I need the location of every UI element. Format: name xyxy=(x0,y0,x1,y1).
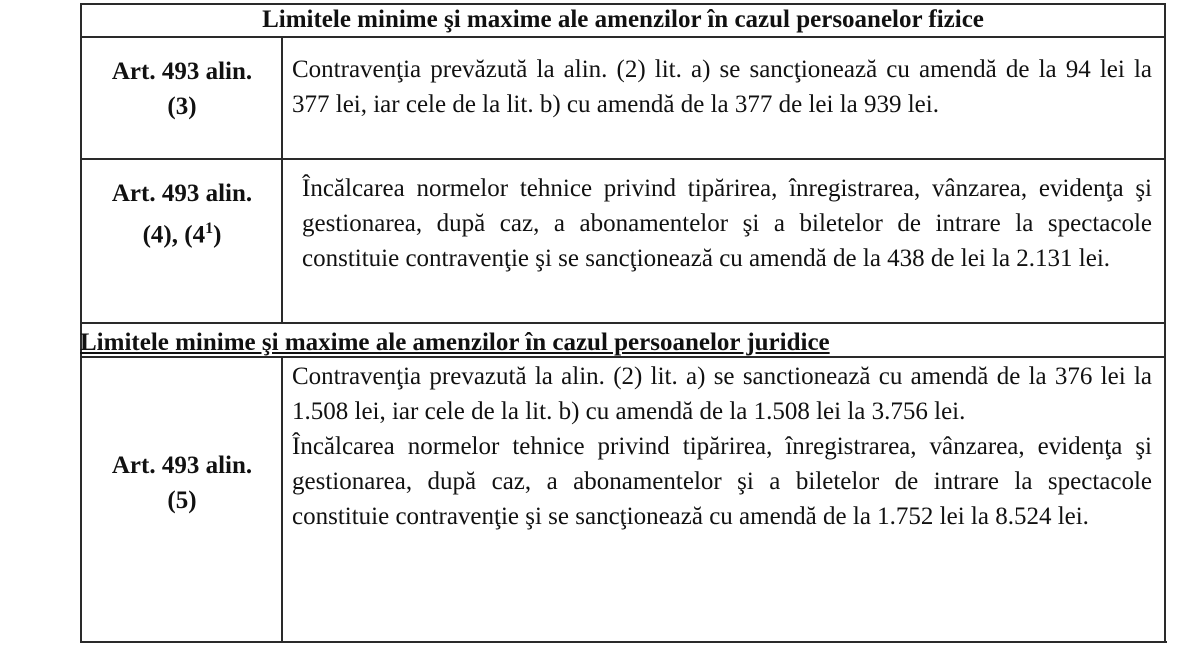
fine-description-cell xyxy=(292,359,1152,534)
article-label-line1: Art. 493 alin. xyxy=(111,58,253,85)
table-border-line xyxy=(80,36,1165,38)
table-border-line xyxy=(281,356,283,643)
table-border-line xyxy=(80,322,1165,324)
article-label-cell xyxy=(84,54,280,124)
table-border-line xyxy=(281,36,283,322)
article-label-cell xyxy=(84,176,280,252)
fine-description-paragraph: Contravenţia prevăzută la alin. (2) lit. a) se sancţionează cu amendă de la 94 lei la 377 lei, iar cele de la lit. b) cu amendă de la 377 de lei la 939 lei. xyxy=(292,56,1152,118)
table-border-line xyxy=(80,3,82,643)
article-label-line1: Art. 493 alin. xyxy=(111,452,253,479)
fine-description-cell xyxy=(292,52,1152,122)
fine-description-paragraph: Încălcarea normelor tehnice privind tipărirea, înregistrarea, vânzarea, evidenţa şi gestionarea, după caz, a abonamentelor şi a biletelor de intrare la spectacole constituie contravenţie şi se sancţionează cu amendă de la 438 de lei la 2.131 lei. xyxy=(302,175,1152,272)
article-label-line2: (5) xyxy=(167,487,197,514)
table-border-line xyxy=(80,641,1167,643)
table-border-line xyxy=(1164,3,1166,643)
section-header-natural-persons xyxy=(82,5,1164,35)
section-header-legal-persons xyxy=(80,328,830,358)
fine-description-paragraph: Încălcarea normelor tehnice privind tipărirea, înregistrarea, vânzarea, evidenţa şi gestionarea, după caz, a abonamentelor şi a biletelor de intrare la spectacole constituie contravenţie şi se sancţionează cu amendă de la 1.752 lei la 8.524 lei. xyxy=(292,433,1152,530)
fine-description-paragraph: Contravenţia prevazută la alin. (2) lit. a) se sanctionează cu amendă de la 376 lei la 1.508 lei, iar cele de la lit. b) cu amendă de la 1.508 lei la 3.756 lei. xyxy=(292,363,1152,425)
table-border-line xyxy=(80,158,1165,160)
article-label-superscript: 1 xyxy=(205,220,214,237)
section-header-text: Limitele minime şi maxime ale amenzilor în cazul persoanelor juridice xyxy=(80,329,830,356)
article-label-line2 xyxy=(84,211,280,252)
article-label-close: ) xyxy=(213,221,222,249)
fine-description-cell xyxy=(302,171,1152,276)
article-label-line2: (3) xyxy=(167,93,197,120)
article-label-line1: Art. 493 alin. xyxy=(111,180,253,207)
section-header-text: Limitele minime şi maxime ale amenzilor în cazul persoanelor fizice xyxy=(262,6,984,33)
article-label-text: (4), (4 xyxy=(142,221,206,249)
article-label-cell xyxy=(84,448,280,518)
